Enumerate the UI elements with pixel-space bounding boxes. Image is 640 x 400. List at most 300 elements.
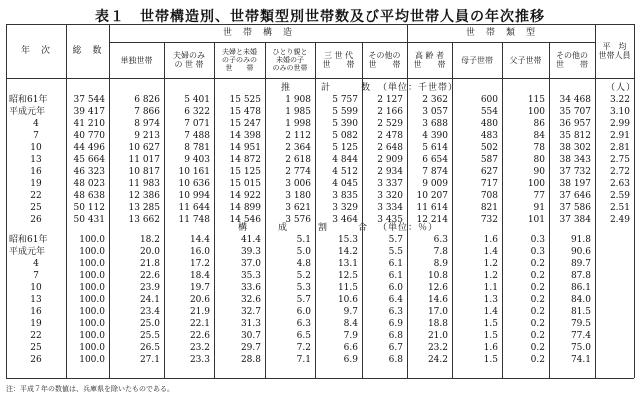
row-year-cell: 7 <box>33 271 39 281</box>
column-rule <box>214 42 215 378</box>
table-cell: 100.0 <box>79 247 105 257</box>
table-cell: 5 125 <box>332 143 358 153</box>
table-cell: 4 844 <box>332 155 358 165</box>
table-cell: 15 525 <box>229 95 261 105</box>
table-cell: 7 874 <box>422 167 448 177</box>
table-cell: 483 <box>480 131 498 141</box>
table-cell: 89.7 <box>570 259 591 269</box>
table-cell: 1.1 <box>483 283 498 293</box>
header-avg: 平 均 世帯人員 <box>598 42 631 60</box>
table-cell: 5.7 <box>388 235 403 245</box>
table-cell: 5.1 <box>296 235 311 245</box>
table-cell: 8.4 <box>343 319 358 329</box>
table-cell: 10.6 <box>337 295 358 305</box>
table-cell: 0.3 <box>530 235 545 245</box>
household-table <box>6 24 637 380</box>
table-cell: 0.2 <box>530 271 545 281</box>
table-cell: 45 664 <box>73 155 105 165</box>
table-cell: 15 478 <box>229 107 261 117</box>
table-cell: 15 247 <box>229 119 261 129</box>
table-cell: 6.4 <box>388 295 403 305</box>
table-cell: 80 <box>533 155 545 165</box>
table-cell: 0.2 <box>530 319 545 329</box>
table-cell: 6.5 <box>296 331 311 341</box>
table-cell: 29.7 <box>240 343 261 353</box>
header-tanshin: 単独世帯 <box>120 55 153 65</box>
table-cell: 37 646 <box>559 191 591 201</box>
table-cell: 100.0 <box>79 283 105 293</box>
column-rule <box>595 24 596 378</box>
table-cell: 7 866 <box>134 107 160 117</box>
table-cell: 10 161 <box>178 167 210 177</box>
table-cell: 3 320 <box>377 191 403 201</box>
table-cell: 2 112 <box>285 131 311 141</box>
table-cell: 6.8 <box>388 331 403 341</box>
section1-label: 推 計 数 <box>281 83 372 93</box>
table-cell: 2.72 <box>609 167 630 177</box>
table-cell: 6 322 <box>184 107 210 117</box>
table-cell: 41.4 <box>240 235 261 245</box>
table-cell: 35 707 <box>559 107 591 117</box>
table-cell: 23.9 <box>139 283 160 293</box>
table-cell: 34 468 <box>559 95 591 105</box>
table-cell: 79.5 <box>570 319 591 329</box>
table-cell: 2 364 <box>285 143 311 153</box>
table-cell: 24.2 <box>427 355 448 365</box>
table-cell: 21.9 <box>189 307 210 317</box>
table-cell: 37.0 <box>240 259 261 269</box>
table-cell: 2 127 <box>377 95 403 105</box>
table-cell: 3 337 <box>377 179 403 189</box>
table-cell: 3 621 <box>285 203 311 213</box>
table-cell: 6.8 <box>388 355 403 365</box>
table-cell: 587 <box>480 155 498 165</box>
column-rule <box>66 24 67 378</box>
table-cell: 3 334 <box>377 203 403 213</box>
table-cell: 75.0 <box>570 343 591 353</box>
table-cell: 2 618 <box>285 155 311 165</box>
table-cell: 1.2 <box>483 259 498 269</box>
table-cell: 30.7 <box>240 331 261 341</box>
row-year-cell: 26 <box>30 215 42 225</box>
header-sonota-structure: その他の 世 帯 <box>368 51 401 69</box>
table-cell: 2 648 <box>377 143 403 153</box>
table-cell: 1 985 <box>285 107 311 117</box>
table-cell: 10 817 <box>128 167 160 177</box>
table-cell: 38 197 <box>559 179 591 189</box>
table-cell: 4.8 <box>296 259 311 269</box>
table-cell: 0.2 <box>530 355 545 365</box>
table-cell: 1.6 <box>483 235 498 245</box>
table-cell: 7.2 <box>296 343 311 353</box>
table-cell: 13 662 <box>128 215 160 225</box>
bottom-rule <box>6 378 634 379</box>
row-year-cell: 25 <box>30 343 42 353</box>
table-cell: 39.3 <box>240 247 261 257</box>
table-cell: 10 994 <box>178 191 210 201</box>
table-cell: 6.0 <box>388 283 403 293</box>
table-cell: 81.5 <box>570 307 591 317</box>
table-cell: 1.2 <box>483 271 498 281</box>
table-cell: 14 872 <box>229 155 261 165</box>
table-cell: 18.8 <box>427 319 448 329</box>
table-cell: 33.6 <box>240 283 261 293</box>
table-cell: 717 <box>480 179 498 189</box>
table-cell: 3 576 <box>285 215 311 225</box>
table-cell: 2 478 <box>377 131 403 141</box>
table-cell: 22.1 <box>189 319 210 329</box>
table-cell: 6.3 <box>296 319 311 329</box>
table-cell: 37 544 <box>73 95 105 105</box>
row-year-cell: 昭和61年 <box>9 95 48 105</box>
table-cell: 90 <box>533 167 545 177</box>
table-cell: 821 <box>480 203 498 213</box>
table-cell: 19.7 <box>189 283 210 293</box>
table-cell: 4 512 <box>332 167 358 177</box>
header-type-group: 世 帯 類 型 <box>465 28 536 38</box>
table-cell: 12.5 <box>337 271 358 281</box>
table-cell: 554 <box>480 107 498 117</box>
table-cell: 7.1 <box>296 355 311 365</box>
table-cell: 5.5 <box>388 247 403 257</box>
table-cell: 2 529 <box>377 119 403 129</box>
header-structure-group: 世 帯 構 造 <box>222 28 293 38</box>
table-cell: 6.3 <box>388 307 403 317</box>
table-cell: 7 071 <box>184 119 210 129</box>
table-cell: 18.4 <box>189 271 210 281</box>
table-cell: 2.63 <box>609 179 630 189</box>
table-cell: 32.7 <box>240 307 261 317</box>
table-cell: 3 688 <box>422 119 448 129</box>
column-rule <box>109 24 110 378</box>
table-cell: 1.4 <box>483 247 498 257</box>
table-cell: 11 983 <box>128 179 160 189</box>
table-cell: 1.4 <box>483 307 498 317</box>
column-rule <box>452 42 453 378</box>
table-cell: 732 <box>480 215 498 225</box>
table-cell: 25.0 <box>139 319 160 329</box>
table-cell: 48 023 <box>73 179 105 189</box>
header-bottom-rule <box>6 78 634 79</box>
table-cell: 21.8 <box>139 259 160 269</box>
table-cell: 5.2 <box>296 271 311 281</box>
table-cell: 14 546 <box>229 215 261 225</box>
table-cell: 100.0 <box>79 343 105 353</box>
table-cell: 2 362 <box>422 95 448 105</box>
table-cell: 5 614 <box>422 143 448 153</box>
table-cell: 10 207 <box>416 191 448 201</box>
table-cell: 1 908 <box>285 95 311 105</box>
column-rule <box>315 42 316 378</box>
table-cell: 6.1 <box>388 271 403 281</box>
table-cell: 91.8 <box>570 235 591 245</box>
table-cell: 6.6 <box>343 343 358 353</box>
table-cell: 1.6 <box>483 343 498 353</box>
column-rule <box>549 42 550 378</box>
table-cell: 100.0 <box>79 355 105 365</box>
table-cell: 14.2 <box>337 247 358 257</box>
table-cell: 480 <box>480 119 498 129</box>
header-boshi: 母子世帯 <box>461 55 493 65</box>
table-cell: 38 343 <box>559 155 591 165</box>
table-cell: 50 431 <box>73 215 105 225</box>
table-cell: 1.5 <box>483 319 498 329</box>
table-cell: 39 417 <box>73 107 105 117</box>
row-year-cell: 26 <box>30 355 42 365</box>
table-cell: 2 774 <box>285 167 311 177</box>
table-cell: 35.3 <box>240 271 261 281</box>
table-cell: 0.2 <box>530 331 545 341</box>
table-cell: 48 638 <box>73 191 105 201</box>
table-cell: 14 899 <box>229 203 261 213</box>
table-cell: 37 384 <box>559 215 591 225</box>
row-year-cell: 4 <box>33 259 39 269</box>
table-cell: 37 586 <box>559 203 591 213</box>
table-cell: 21.0 <box>427 331 448 341</box>
column-rule <box>407 24 408 378</box>
table-cell: 20.6 <box>189 295 210 305</box>
table-cell: 90.6 <box>570 247 591 257</box>
row-year-cell: 昭和61年 <box>9 235 48 245</box>
row-year-cell: 25 <box>30 203 42 213</box>
table-cell: 6.7 <box>388 343 403 353</box>
table-cell: 14 922 <box>229 191 261 201</box>
table-cell: 1 998 <box>285 119 311 129</box>
table-cell: 16.0 <box>189 247 210 257</box>
table-cell: 100.0 <box>79 295 105 305</box>
table-cell: 46 323 <box>73 167 105 177</box>
table-cell: 25.5 <box>139 331 160 341</box>
section2-label: 構 成 割 合 <box>238 223 369 233</box>
table-cell: 4 045 <box>332 179 358 189</box>
row-year-cell: 4 <box>33 119 39 129</box>
table-cell: 3 180 <box>285 191 311 201</box>
table-cell: 2.59 <box>609 191 630 201</box>
table-cell: 14.4 <box>189 235 210 245</box>
table-cell: 91 <box>533 203 545 213</box>
table-cell: 101 <box>527 215 545 225</box>
table-cell: 77.4 <box>570 331 591 341</box>
table-cell: 12 214 <box>416 215 448 225</box>
row-year-cell: 平成元年 <box>9 247 46 257</box>
table-cell: 2.51 <box>609 203 630 213</box>
row-year-cell: 7 <box>33 131 39 141</box>
table-cell: 4 390 <box>422 131 448 141</box>
table-cell: 14 951 <box>229 143 261 153</box>
table-cell: 23.2 <box>189 343 210 353</box>
table-cell: 23.2 <box>427 343 448 353</box>
header-koureisha: 高 齢 者 世 帯 <box>413 51 446 69</box>
table-cell: 1.5 <box>483 355 498 365</box>
table-cell: 13.1 <box>337 259 358 269</box>
table-cell: 6.9 <box>388 319 403 329</box>
table-cell: 5 401 <box>184 95 210 105</box>
table-cell: 23.3 <box>189 355 210 365</box>
table-cell: 28.8 <box>240 355 261 365</box>
table-cell: 3 057 <box>422 107 448 117</box>
table-cell: 708 <box>480 191 498 201</box>
table-cell: 3 435 <box>377 215 403 225</box>
table-cell: 27.1 <box>139 355 160 365</box>
table-cell: 78 <box>533 143 545 153</box>
row-year-cell: 16 <box>30 307 42 317</box>
table-cell: 7 488 <box>184 131 210 141</box>
table-cell: 9.7 <box>343 307 358 317</box>
header-sonota-type: その他の 世 帯 <box>556 51 588 69</box>
table-cell: 5 390 <box>332 119 358 129</box>
table-cell: 24.1 <box>139 295 160 305</box>
column-rule <box>6 24 7 378</box>
section2-unit: （単位：％） <box>378 223 439 233</box>
table-cell: 11.5 <box>337 283 358 293</box>
table-cell: 15 125 <box>229 167 261 177</box>
table-cell: 11 614 <box>416 203 448 213</box>
top-rule <box>6 24 634 25</box>
row-year-cell: 19 <box>30 319 42 329</box>
column-rule <box>634 24 635 378</box>
table-cell: 9 213 <box>134 131 160 141</box>
table-cell: 23.4 <box>139 307 160 317</box>
table-cell: 31.3 <box>240 319 261 329</box>
row-year-cell: 13 <box>30 295 42 305</box>
table-cell: 1.3 <box>483 295 498 305</box>
table-cell: 5.0 <box>296 247 311 257</box>
table-cell: 100.0 <box>79 319 105 329</box>
table-cell: 3 835 <box>332 191 358 201</box>
column-rule <box>164 42 165 378</box>
table-cell: 87.8 <box>570 271 591 281</box>
table-cell: 17.2 <box>189 259 210 269</box>
column-rule <box>265 42 266 378</box>
table-cell: 5 757 <box>332 95 358 105</box>
table-cell: 3 006 <box>285 179 311 189</box>
row-year-cell: 22 <box>30 331 42 341</box>
header-hitorioya: ひとり親と 未婚の子 のみの世帯 <box>272 48 308 72</box>
header-fufu-mikon: 夫婦と未婚 の子のみの 世 帯 <box>222 48 257 72</box>
footnote: 注：平成７年の数値は、兵庫県を除いたものである。 <box>6 385 174 393</box>
table-cell: 2.75 <box>609 155 630 165</box>
table-cell: 17.0 <box>427 307 448 317</box>
table-cell: 6 654 <box>422 155 448 165</box>
table-cell: 3 464 <box>332 215 358 225</box>
table-cell: 11 644 <box>178 203 210 213</box>
table-cell: 12 386 <box>128 191 160 201</box>
table-cell: 100 <box>527 179 545 189</box>
table-cell: 14.6 <box>427 295 448 305</box>
table-cell: 2.91 <box>609 131 630 141</box>
table-cell: 0.2 <box>530 283 545 293</box>
table-title: 表１ 世帯構造別、世帯類型別世帯数及び平均世帯人員の年次推移 <box>95 9 545 25</box>
table-cell: 32.6 <box>240 295 261 305</box>
table-cell: 3.10 <box>609 107 630 117</box>
table-cell: 627 <box>480 167 498 177</box>
header-total: 総 数 <box>72 46 103 56</box>
table-cell: 13 285 <box>128 203 160 213</box>
table-cell: 35 812 <box>559 131 591 141</box>
table-cell: 86.1 <box>570 283 591 293</box>
table-cell: 12.6 <box>427 283 448 293</box>
table-cell: 100.0 <box>79 271 105 281</box>
table-cell: 9 403 <box>184 155 210 165</box>
table-cell: 5.3 <box>296 283 311 293</box>
table-cell: 36 957 <box>559 119 591 129</box>
table-cell: 10 636 <box>178 179 210 189</box>
table-cell: 0.3 <box>530 247 545 257</box>
table-cell: 3.22 <box>609 95 630 105</box>
column-rule <box>502 42 503 378</box>
table-cell: 38 302 <box>559 143 591 153</box>
table-cell: 2 166 <box>377 107 403 117</box>
row-year-cell: 10 <box>30 283 42 293</box>
table-cell: 1.5 <box>483 331 498 341</box>
table-cell: 9 009 <box>422 179 448 189</box>
table-cell: 2 909 <box>377 155 403 165</box>
table-cell: 7.9 <box>343 331 358 341</box>
table-cell: 3 329 <box>332 203 358 213</box>
table-cell: 6.9 <box>343 355 358 365</box>
row-year-cell: 16 <box>30 167 42 177</box>
table-cell: 18.2 <box>139 235 160 245</box>
table-cell: 2.99 <box>609 119 630 129</box>
table-cell: 2.81 <box>609 143 630 153</box>
table-cell: 6 826 <box>134 95 160 105</box>
table-cell: 100.0 <box>79 307 105 317</box>
table-cell: 14 398 <box>229 131 261 141</box>
header-sansedai: 三 世 代 世 帯 <box>322 51 355 69</box>
table-cell: 10.8 <box>427 271 448 281</box>
table-cell: 100.0 <box>79 331 105 341</box>
table-cell: 15 015 <box>229 179 261 189</box>
table-cell: 11 748 <box>178 215 210 225</box>
row-year-cell: 10 <box>30 143 42 153</box>
column-rule <box>362 42 363 378</box>
table-cell: 5.7 <box>296 295 311 305</box>
table-cell: 115 <box>527 95 545 105</box>
table-cell: 5 082 <box>332 131 358 141</box>
table-cell: 77 <box>533 191 545 201</box>
row-year-cell: 13 <box>30 155 42 165</box>
table-cell: 0.2 <box>530 307 545 317</box>
table-cell: 0.2 <box>530 343 545 353</box>
table-cell: 6.3 <box>433 235 448 245</box>
table-cell: 100 <box>527 107 545 117</box>
table-cell: 74.1 <box>570 355 591 365</box>
table-cell: 8 781 <box>184 143 210 153</box>
section1-avg-unit: （人） <box>606 83 637 93</box>
table-cell: 6.0 <box>296 307 311 317</box>
section1-unit: （単位：千世帯） <box>378 83 459 93</box>
table-cell: 2 934 <box>377 167 403 177</box>
table-cell: 84 <box>533 131 545 141</box>
table-cell: 8 974 <box>134 119 160 129</box>
row-year-cell: 22 <box>30 191 42 201</box>
row-year-cell: 19 <box>30 179 42 189</box>
table-cell: 41 210 <box>73 119 105 129</box>
table-cell: 22.6 <box>189 331 210 341</box>
table-cell: 5 599 <box>332 107 358 117</box>
table-cell: 6.1 <box>388 259 403 269</box>
table-cell: 7.8 <box>433 247 448 257</box>
table-cell: 40 770 <box>73 131 105 141</box>
header-fushi: 父子世帯 <box>509 55 542 65</box>
table-cell: 20.0 <box>139 247 160 257</box>
row-year-cell: 平成元年 <box>9 107 46 117</box>
table-cell: 100.0 <box>79 235 105 245</box>
table-cell: 502 <box>480 143 498 153</box>
table-cell: 26.5 <box>139 343 160 353</box>
table-cell: 84.0 <box>570 295 591 305</box>
table-cell: 86 <box>533 119 545 129</box>
